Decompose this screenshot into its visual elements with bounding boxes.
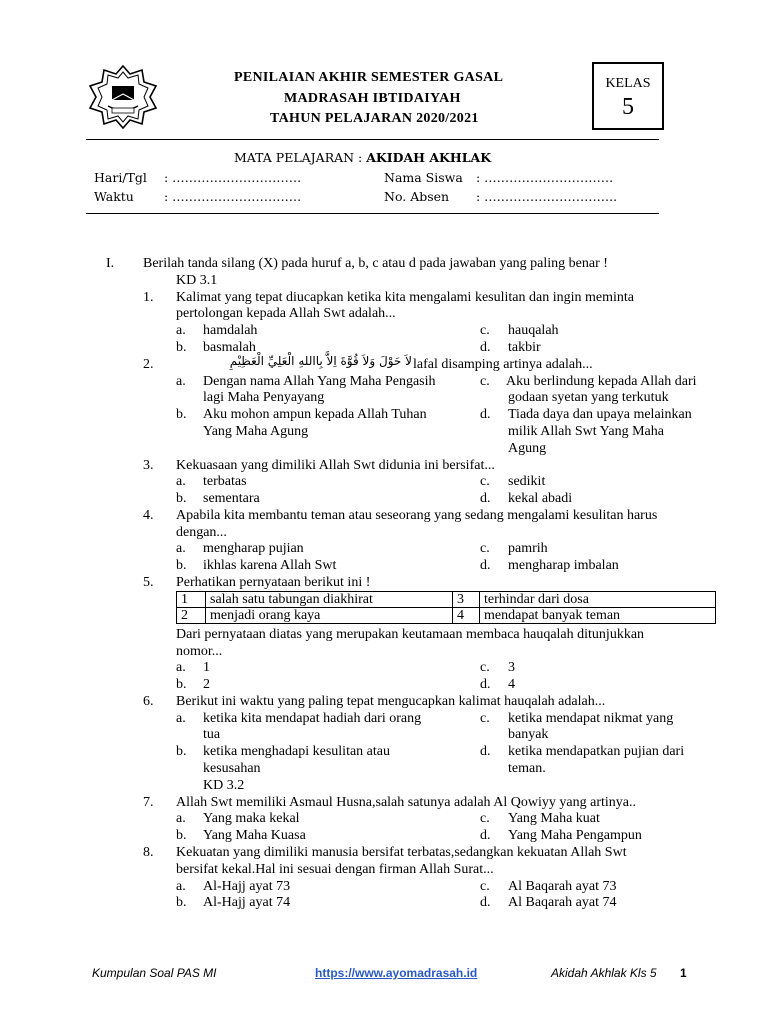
option-c[interactable]: Al Baqarah ayat 73 <box>508 879 617 894</box>
table-cell: mendapat banyak teman <box>480 608 716 624</box>
absence-number-label: No. Absen <box>384 189 450 204</box>
question-text: nomor... <box>176 644 223 659</box>
option-letter: b. <box>176 677 187 692</box>
day-date-label: Hari/Tgl <box>94 170 147 185</box>
subject-name: AKIDAH AKHLAK <box>366 150 492 165</box>
option-letter: a. <box>176 879 186 894</box>
option-letter: c. <box>480 541 490 556</box>
option-letter: d. <box>480 677 491 692</box>
option-d-cont: teman. <box>508 761 546 776</box>
table-cell: terhindar dari dosa <box>480 592 716 608</box>
option-d[interactable]: 4 <box>508 677 515 692</box>
question-text: Apabila kita membantu teman atau seseorang yang sedang mengalami kesulitan harus <box>176 508 658 523</box>
class-label: KELAS <box>605 76 651 91</box>
option-letter: a. <box>176 811 186 826</box>
option-d[interactable]: ketika mendapatkan pujian dari <box>508 744 685 759</box>
arabic-lafal: لاَ حَوْلَ وَلاَ قُوَّةَ اِلاَّ بِااللهِ الْعَلِيِّ الْعَظِيْمِ <box>229 354 412 368</box>
option-a[interactable]: hamdalah <box>203 323 258 338</box>
option-letter: b. <box>176 895 187 910</box>
table-cell: 2 <box>177 608 206 624</box>
option-b[interactable]: Yang Maha Kuasa <box>203 828 306 843</box>
table-row <box>177 608 716 624</box>
option-d[interactable]: mengharap imbalan <box>508 558 619 573</box>
option-b[interactable]: Al-Hajj ayat 74 <box>203 895 291 910</box>
school-level: MADRASAH IBTIDAIYAH <box>284 91 461 106</box>
table-cell: 1 <box>177 592 206 608</box>
option-d[interactable]: takbir <box>508 340 541 355</box>
option-letter: c. <box>480 711 490 726</box>
option-c-cont: banyak <box>508 727 549 742</box>
question-number: 3. <box>143 458 154 473</box>
option-letter: d. <box>480 828 491 843</box>
option-d-cont: Agung <box>508 441 547 456</box>
option-letter: b. <box>176 340 187 355</box>
table-cell: menjadi orang kaya <box>206 608 453 624</box>
question-text: pertolongan kepada Allah Swt adalah... <box>176 306 396 321</box>
question-number: 8. <box>143 845 154 860</box>
option-letter: c. <box>480 374 490 389</box>
option-d[interactable]: kekal abadi <box>508 491 573 506</box>
subject-label: MATA PELAJARAN : <box>234 150 367 165</box>
section-instruction: Berilah tanda silang (X) pada huruf a, b, c atau d pada jawaban yang paling benar ! <box>143 256 608 271</box>
option-letter: a. <box>176 711 186 726</box>
ministry-logo <box>86 64 160 130</box>
question-text: Dari pernyataan diatas yang merupakan keutamaan membaca hauqalah ditunjukkan <box>176 627 645 642</box>
option-letter: d. <box>480 407 491 422</box>
option-d[interactable]: Yang Maha Pengampun <box>508 828 642 843</box>
question-number: 4. <box>143 508 154 523</box>
option-a[interactable]: Dengan nama Allah Yang Maha Pengasih <box>203 374 436 389</box>
option-b[interactable]: Aku mohon ampun kepada Allah Tuhan <box>203 407 427 422</box>
option-c[interactable]: Aku berlindung kepada Allah dari <box>506 374 697 389</box>
option-a-cont: tua <box>203 727 221 742</box>
question-number: 2. <box>143 357 154 372</box>
option-b-cont: Yang Maha Agung <box>203 424 309 439</box>
question-number: 5. <box>143 575 154 590</box>
option-letter: b. <box>176 828 187 843</box>
option-d[interactable]: Tiada daya dan upaya melainkan <box>508 407 692 422</box>
student-name-field[interactable]: : …………………………. <box>476 170 614 185</box>
question-text: Kekuatan yang dimiliki manusia bersifat terbatas,sedangkan kekuatan Allah Swt <box>176 845 627 860</box>
statement-table <box>176 591 716 624</box>
option-letter: a. <box>176 474 186 489</box>
option-c[interactable]: pamrih <box>508 541 548 556</box>
option-letter: c. <box>480 811 490 826</box>
option-a[interactable]: Al-Hajj ayat 73 <box>203 879 291 894</box>
option-b[interactable]: basmalah <box>203 340 256 355</box>
option-letter: c. <box>480 660 490 675</box>
question-text: bersifat kekal.Hal ini sesuai dengan firman Allah Surat... <box>176 862 494 877</box>
table-cell: 3 <box>453 592 480 608</box>
option-letter: c. <box>480 474 490 489</box>
kemenag-emblem-icon <box>86 64 160 130</box>
question-text: lafal disamping artinya adalah... <box>413 357 593 372</box>
question-text: Allah Swt memiliki Asmaul Husna,salah satunya adalah Al Qowiyy yang artinya.. <box>176 795 636 810</box>
academic-year: TAHUN PELAJARAN 2020/2021 <box>270 111 479 126</box>
option-d[interactable]: Al Baqarah ayat 74 <box>508 895 617 910</box>
footer-website-link[interactable]: https://www.ayomadrasah.id <box>315 966 478 980</box>
option-letter: d. <box>480 895 491 910</box>
class-value: 5 <box>622 94 634 120</box>
option-letter: a. <box>176 374 186 389</box>
table-row <box>177 592 716 608</box>
option-a[interactable]: mengharap pujian <box>203 541 304 556</box>
option-letter: b. <box>176 744 187 759</box>
question-text: Berikut ini waktu yang paling tepat mengucapkan kalimat hauqalah adalah... <box>176 694 606 709</box>
option-letter: d. <box>480 340 491 355</box>
option-letter: c. <box>480 323 490 338</box>
option-a[interactable]: Yang maka kekal <box>203 811 300 826</box>
student-name-label: Nama Siswa <box>384 170 463 185</box>
footer-left: Kumpulan Soal PAS MI <box>92 966 217 980</box>
option-a[interactable]: ketika kita mendapat hadiah dari orang <box>203 711 422 726</box>
option-letter: a. <box>176 541 186 556</box>
question-number: 7. <box>143 795 154 810</box>
option-b[interactable]: ikhlas karena Allah Swt <box>203 558 337 573</box>
question-text: Kekuasaan yang dimiliki Allah Swt didunia ini bersifat... <box>176 458 495 473</box>
table-cell: 4 <box>453 608 480 624</box>
exam-title: PENILAIAN AKHIR SEMESTER GASAL <box>234 70 504 85</box>
option-c-cont: godaan syetan yang terkutuk <box>508 390 669 405</box>
option-letter: d. <box>480 744 491 759</box>
section-number: I. <box>106 256 115 271</box>
option-letter: d. <box>480 491 491 506</box>
page-number: 1 <box>680 966 687 980</box>
class-box <box>592 62 664 130</box>
option-d-cont: milik Allah Swt Yang Maha <box>508 424 664 439</box>
header-divider-bottom <box>86 213 659 214</box>
option-c[interactable]: hauqalah <box>508 323 559 338</box>
option-b[interactable]: 2 <box>203 677 210 692</box>
option-letter: c. <box>480 879 490 894</box>
question-text: Perhatikan pernyataan berikut ini ! <box>176 575 371 590</box>
kd-label: KD 3.2 <box>203 778 245 793</box>
question-number: 6. <box>143 694 154 709</box>
kd-label: KD 3.1 <box>176 273 218 288</box>
header-divider-top <box>86 139 659 140</box>
question-text: dengan... <box>176 525 227 540</box>
option-letter: b. <box>176 407 187 422</box>
day-date-field[interactable]: : …………………………. <box>164 170 302 185</box>
option-letter: b. <box>176 558 187 573</box>
footer-right: Akidah Akhlak Kls 5 <box>551 966 657 980</box>
absence-number-field[interactable]: : ………………………….. <box>476 189 618 204</box>
option-c[interactable]: sedikit <box>508 474 546 489</box>
time-field[interactable]: : …………………………. <box>164 189 302 204</box>
option-letter: a. <box>176 660 186 675</box>
subject-line <box>234 150 491 165</box>
time-label: Waktu <box>94 189 134 204</box>
option-b[interactable]: sementara <box>203 491 260 506</box>
option-a[interactable]: 1 <box>203 660 210 675</box>
option-b[interactable]: ketika menghadapi kesulitan atau <box>203 744 390 759</box>
option-letter: d. <box>480 558 491 573</box>
option-letter: b. <box>176 491 187 506</box>
option-a[interactable]: terbatas <box>203 474 247 489</box>
option-a-cont: lagi Maha Penyayang <box>203 390 325 405</box>
option-b-cont: kesusahan <box>203 761 261 776</box>
question-number: 1. <box>143 290 154 305</box>
table-cell: salah satu tabungan diakhirat <box>206 592 453 608</box>
option-c[interactable]: Yang Maha kuat <box>508 811 600 826</box>
question-text: Kalimat yang tepat diucapkan ketika kita mengalami kesulitan dan ingin meminta <box>176 290 634 305</box>
option-c[interactable]: 3 <box>508 660 515 675</box>
option-letter: a. <box>176 323 186 338</box>
option-c[interactable]: ketika mendapat nikmat yang <box>508 711 674 726</box>
